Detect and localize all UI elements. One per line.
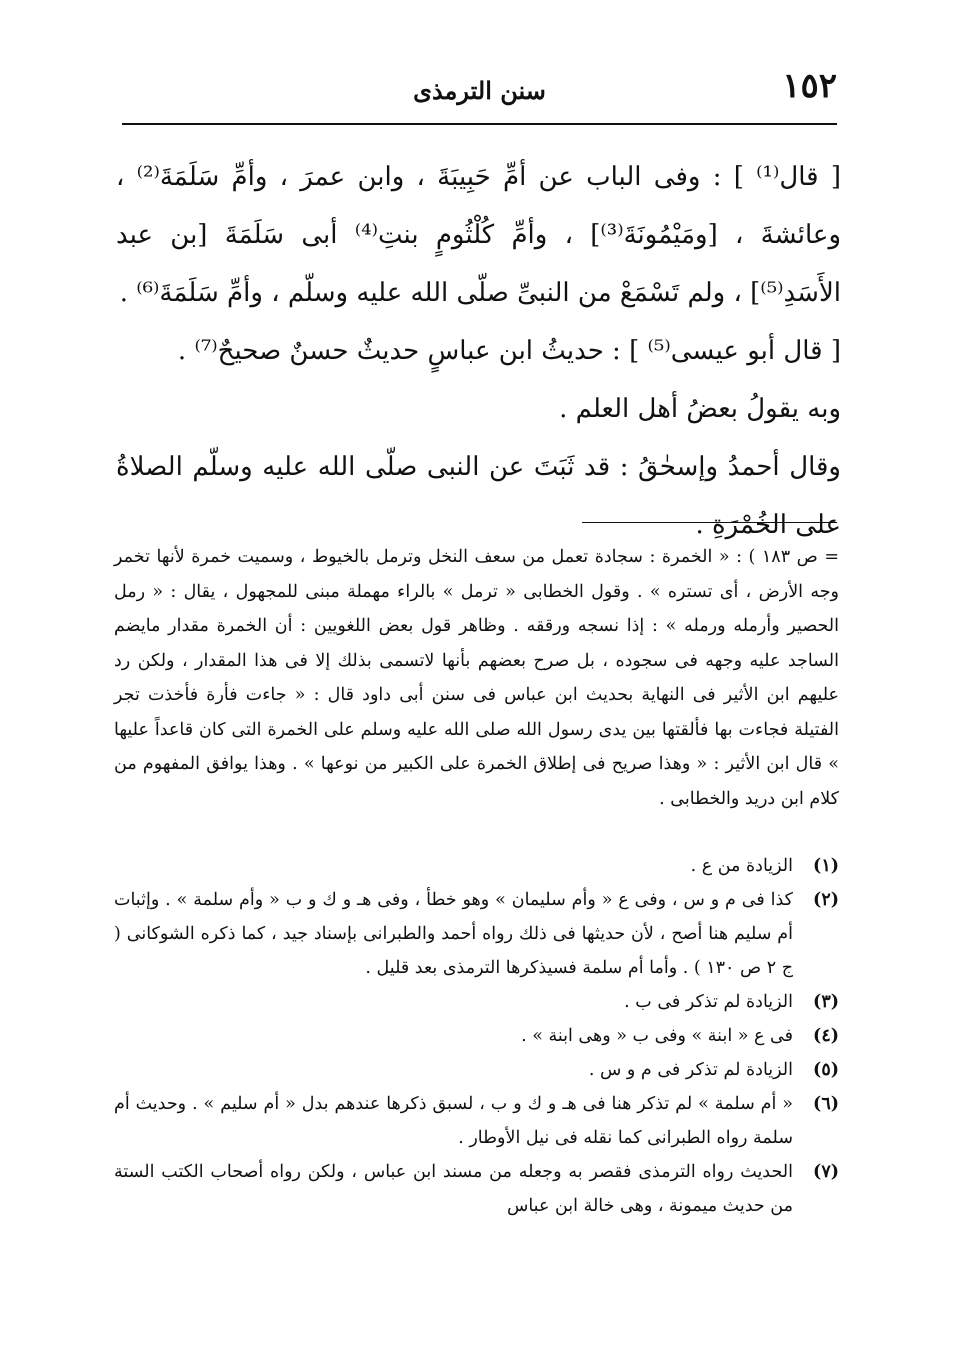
footnote-text: الزيادة لم تذكر فى م و س . [588, 1060, 793, 1080]
main-paragraph: وبه يقولُ بعضُ أهل العلم . [559, 394, 841, 424]
page-number: ١٥٢ [782, 66, 837, 106]
page-header [122, 62, 837, 122]
footnote [114, 1019, 839, 1053]
footnote-text: فى ع « ابنة » وفى ب « وهى ابنة » . [521, 1026, 793, 1046]
footnote-number: (١) [813, 856, 839, 876]
footnote-text: الزيادة لم تذكر فى ب . [624, 992, 793, 1012]
main-text [116, 148, 841, 554]
footnote-number: (٢) [813, 890, 839, 910]
footnotes [114, 849, 839, 1223]
footnote [114, 849, 839, 883]
footnote-number: (٤) [813, 1026, 839, 1046]
commentary-continuation: = ص ١٨٣ ) : « الخمرة : سجادة تعمل من سعف النخل وترمل بالخيوط ، وسميت خمرة لأنها تخمر وجه الأرض ، أى تستره » . وقول الخطابى « ترمل » بالراء مهملة مبنى للمجهول ، يقال : « رمل الحصير وأرمله ورمله » : إذا نسجه ورققه . وظاهر قول بعض اللغويين : أن الخمرة مقدار مايضم الساجد عليه وجهه فى سجوده ، بل صرح بعضهم بأنها لاتسمى بذلك إلا فى هذا المقدار ، ولكن رد عليهم ابن الأثير فى النهاية بحديث ابن عباس فى سنن أبى داود قال : « جاءت فأرة فأخذت تجر الفتيلة فجاءت بها فألقتها بين يدى رسول الله صلى الله عليه وسلم على الخمرة التى كان قاعداً عليها » قال ابن الأثير : « وهذا صريح فى إطلاق الخمرة على الكبير من نوعها » . وهذا يوافق المفهوم من كلام ابن دريد والخطابى . [114, 547, 839, 809]
footnote-number: (٧) [813, 1162, 839, 1182]
footnote-text: كذا فى م و س ، وفى ع « وأم سليمان » وهو خطأ ، وفى هـ و ك و ب « وأم سلمة » . وإثبات أم سليم هنا أصح ، لأن حديثها فى ذلك رواه أحمد والطبرانى بإسناد جيد ، كما ذكره الشوكانى ( ج ٢ ص ١٣٠ ) . وأما أم سلمة فسيذكرها الترمذى بعد قليل . [114, 890, 793, 978]
footnote-number: (٥) [813, 1060, 839, 1080]
main-paragraph: وقال أحمدُ وإسحٰقُ : قد ثَبَتَ عن النبى صلّى الله عليه وسلّم الصلاةُ على الخُمْرَةِ . [116, 452, 841, 540]
footnote [114, 1155, 839, 1223]
header-rule [122, 123, 837, 125]
footnote-number: (٦) [813, 1094, 839, 1114]
footnote-text: « أم سلمة » لم تذكر هنا فى هـ و ك و ب ، لسبق ذكرها عندهم بدل « أم سليم » . وحديث أم سلمة رواه الطبرانى كما نقله فى نيل الأوطار . [114, 1094, 793, 1148]
footnote-text: الزيادة من ع . [690, 856, 793, 876]
footnote-number: (٣) [813, 992, 839, 1012]
footnote [114, 1087, 839, 1155]
footnote [114, 883, 839, 985]
footnote-rule [582, 522, 837, 523]
footnote [114, 985, 839, 1019]
running-title: سنن الترمذى [413, 76, 546, 105]
main-paragraph: [ قال⁽¹⁾ ] : وفى الباب عن أمِّ حَبِيبَةَ ، وابن عمرَ ، وأمِّ سَلَمَةَ⁽²⁾ ، وعائشةَ ، [ومَيْمُونَةَ⁽³⁾] ، وأمِّ كُلْثُومٍ بنتِ⁽⁴⁾ أبى سَلَمَةَ [بن عبد الأَسَدِ⁽⁵⁾] ، ولم تَسْمَعْ من النبىِّ صلّى الله عليه وسلّم ، وأمِّ سَلَمَةَ⁽⁶⁾ . [116, 162, 841, 308]
footnote [114, 1053, 839, 1087]
footnote-text: الحديث رواه الترمذى فقصر به وجعله من مسند ابن عباس ، ولكن رواه أصحاب الكتب الستة من حديث ميمونة ، وهى خالة ابن عباس [114, 1162, 793, 1216]
main-paragraph: [ قال أبو عيسى⁽⁵⁾ ] : حديثُ ابن عباسٍ حديثٌ حسنٌ صحيحٌ⁽⁷⁾ . [177, 336, 841, 366]
